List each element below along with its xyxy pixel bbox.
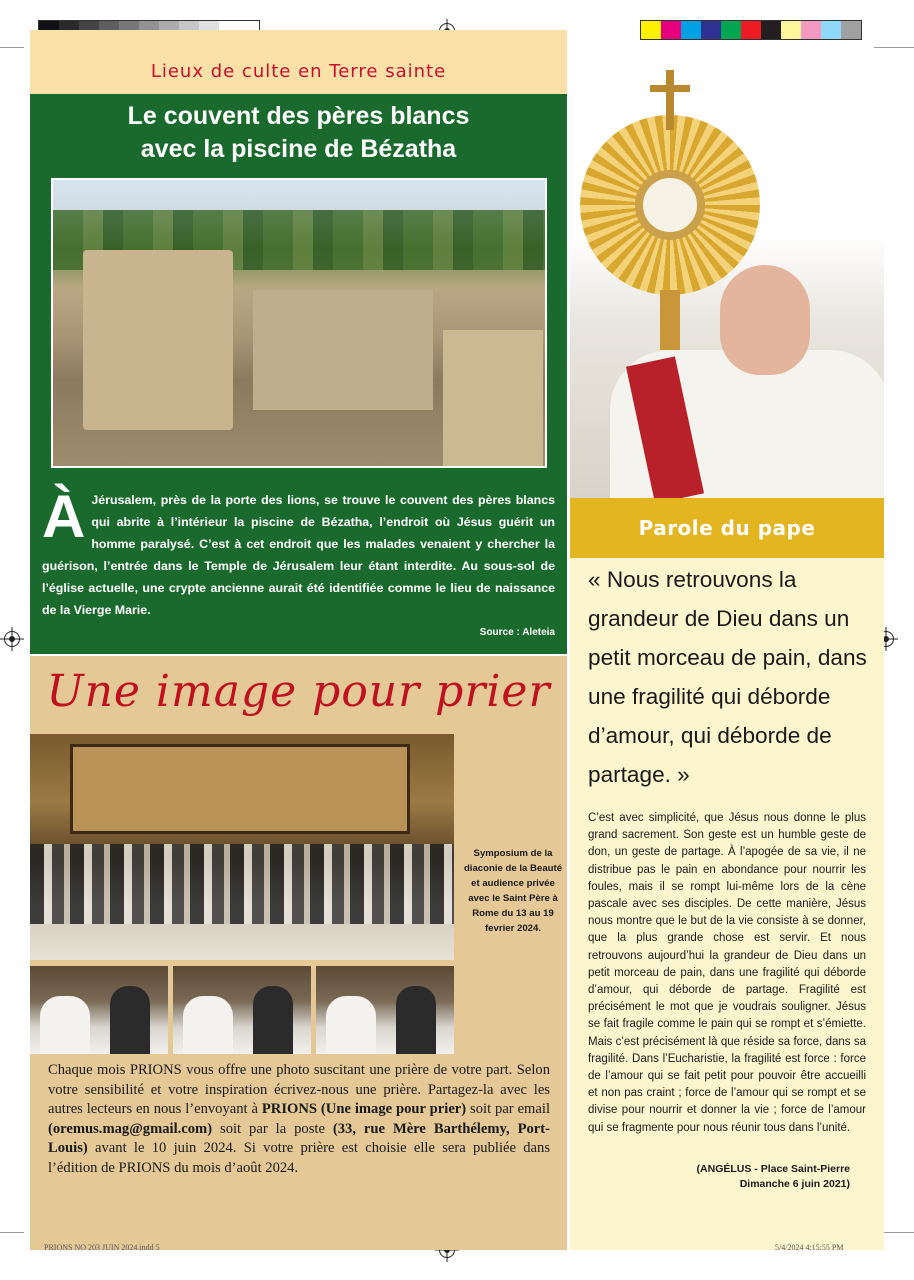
section-header-lieux bbox=[30, 30, 567, 94]
calibration-swatch bbox=[681, 21, 701, 39]
article-body: À Jérusalem, près de la porte des lions, se trouve le couvent des pères blancs qui abrite à l’intérieur la piscine de Bézatha, l’endroit où Jésus guérit un homme paralysé. C’est à cet endroit que les malades venaient y chercher la guérison, l’entrée dans le Temple de Jérusalem leur étant interdite. Au sous-sol de l’église actuelle, une crypte ancienne aurait été identifiée comme le lieu de naissance de la Vierge Marie. bbox=[42, 483, 555, 617]
calibration-swatch bbox=[741, 21, 761, 39]
section-header-parole bbox=[570, 498, 884, 558]
photo-piscine-bezatha bbox=[51, 178, 547, 468]
pull-quote: « Nous retrouvons la grandeur de Dieu dans un petit morceau de pain, dans une fragilité qui déborde d’amour, qui déborde de partage. » bbox=[588, 567, 867, 787]
calibration-swatch bbox=[701, 21, 721, 39]
crop-mark bbox=[0, 47, 24, 48]
signature: (ANGÉLUS - Place Saint-Pierre Dimanche 6 juin 2021) bbox=[696, 1163, 850, 1190]
section-title: Une image pour prier bbox=[46, 666, 551, 717]
print-slug-date: 5/4/2024 4:15:55 PM bbox=[775, 1243, 844, 1252]
invitation-text: Chaque mois PRIONS vous offre une photo suscitant une prière de votre part. Selon votre sensibilité et votre inspiration écrivez-nous une prière. Partagez-la avec les autres lecteurs en nous l’envoyant à PRIONS (Une image pour prier) soit par email (oremus.mag@gmail.com) soit par la poste (33, rue Mère Barthélemy, Port-Louis) avant le 10 juin 2024. Si votre prière est choisie elle sera publiée dans l’édition de PRIONS du mois d’août 2024. bbox=[48, 1062, 550, 1176]
calibration-swatch bbox=[761, 21, 781, 39]
article-parole-du-pape bbox=[570, 558, 884, 1250]
article-source: Source : Aleteia bbox=[479, 627, 555, 638]
crop-mark bbox=[874, 47, 914, 48]
calibration-swatch bbox=[641, 21, 661, 39]
section-image-pour-prier bbox=[30, 656, 567, 1250]
article-title: Le couvent des pères blancs avec la piscine de Bézatha bbox=[127, 102, 470, 163]
registration-mark-left bbox=[4, 631, 20, 647]
calibration-swatch bbox=[801, 21, 821, 39]
article-body: C’est avec simplicité, que Jésus nous donne le plus grand sacrement. Son geste est un humble geste de don, un geste de partage. À l’apogée de sa vie, il ne distribue pas le pain en abondance pour nourrir les foules, mais il se rompt lui-même lors de la cène pascale avec ses disciples. De cette manière, Jésus nous montre que le but de la vie consiste à se donner, que la plus grande chose est servir. Et nous retrouvons aujourd’hui la grandeur de Dieu dans un petit morceau de pain, dans une fragilité qui déborde d’amour, qui déborde de partage. Fragilité est précisément le mot que je voudrais souligner. Jésus se fait fragile comme le pain qui se rompt et s’émiette. Mais c’est précisément là que réside sa force, dans sa fragilité. Dans l’Eucharistie, la fragilité est force : force de l’amour qui se fait petit pour pouvoir être accueilli et non pas craint ; force de l’amour qui se rompt et se divise pour nourrir et donner la vie ; force de l’amour qui se fragmente pour nous réunir tous dans l’unité. bbox=[588, 812, 866, 1134]
photo-pope-monstrance bbox=[570, 60, 884, 498]
photo-pope-handshake-3 bbox=[316, 966, 454, 1054]
calibration-swatch bbox=[841, 21, 861, 39]
photo-caption: Symposium de la diaconie de la Beauté et audience privée avec le Saint Père à Rome du 13 au 19 fevrier 2024. bbox=[463, 848, 563, 934]
photo-pope-handshake-2 bbox=[173, 966, 311, 1054]
color-calibration-bar bbox=[640, 20, 862, 40]
crop-mark bbox=[0, 1232, 24, 1233]
section-label: Parole du pape bbox=[638, 516, 816, 540]
calibration-swatch bbox=[781, 21, 801, 39]
print-slug-file: PRIONS NO 203 JUIN 2024.indd 5 bbox=[44, 1243, 160, 1252]
calibration-swatch bbox=[661, 21, 681, 39]
section-label: Lieux de culte en Terre sainte bbox=[150, 61, 447, 82]
calibration-swatch bbox=[721, 21, 741, 39]
calibration-swatch bbox=[821, 21, 841, 39]
drop-cap: À bbox=[42, 483, 86, 550]
article-couvent bbox=[30, 94, 567, 654]
photo-group-audience bbox=[30, 734, 454, 960]
photo-pope-handshake-1 bbox=[30, 966, 168, 1054]
